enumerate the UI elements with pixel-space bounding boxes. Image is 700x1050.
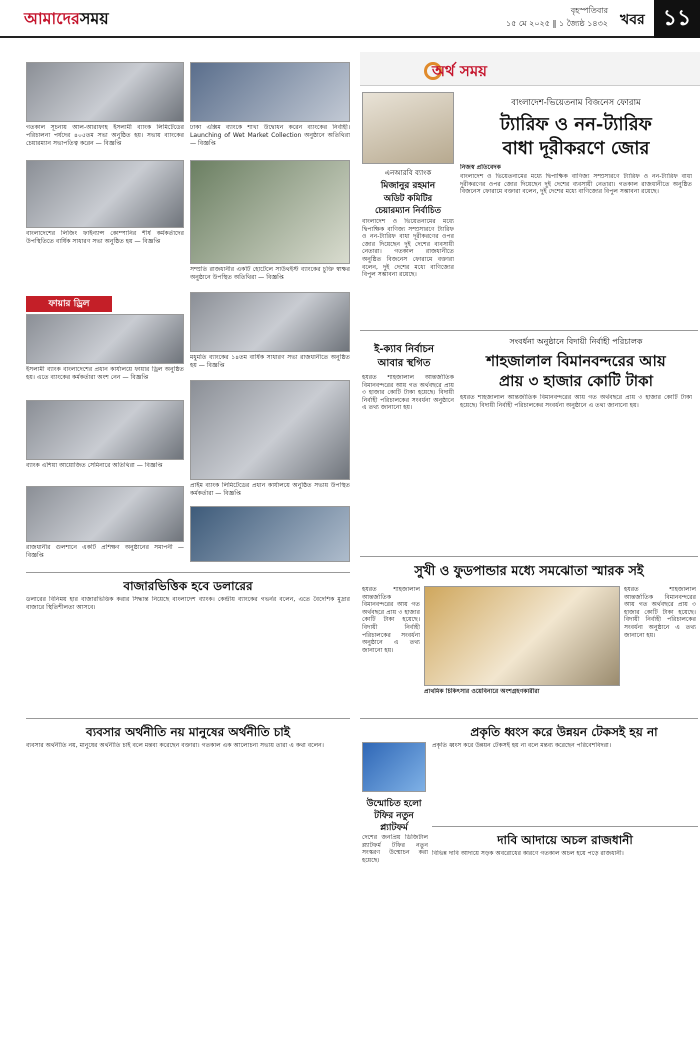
artho-band <box>360 52 700 86</box>
demand-body: বিভিন্ন দাবি আদায়ে সড়ক অবরোধের কারণে গতকাল অচল হয়ে পড়ে রাজধানী। <box>432 850 624 857</box>
photo-7 <box>190 292 350 352</box>
divider-market <box>26 572 350 573</box>
nature-body: প্রকৃতি ধ্বংস করে উন্নয়ন টেকসই হয় না বলে মন্তব্য করেছেন পরিবেশবিদরা। <box>432 742 611 749</box>
sukhi-body-right: হযরত শাহজালাল আন্তর্জাতিক বিমানবন্দরের আয় গত অর্থবছরে প্রায় ৩ হাজার কোটি টাকা হয়েছে। বিদায়ী নির্বাহী পরিচালকের সংবর্ধনা অনুষ্ঠানে এ তথ্য জানানো হয়। <box>624 586 696 639</box>
sukhi-headline: সুখী ও ফুডপান্ডার মধ্যে সমঝোতা স্মারক সই <box>414 564 644 579</box>
caption-8: ব্যাংক এশিয়া আয়োজিত সেমিনারে অতিথিরা — বিজ্ঞপ্তি <box>26 462 163 469</box>
airport-kicker: সংবর্ধনা অনুষ্ঠানে বিদায়ী নির্বাহী পরিচালক <box>509 337 643 346</box>
page-number: ১১ <box>654 0 700 38</box>
bank-kicker: এনআরবি ব্যাংক <box>384 168 432 177</box>
ecab-body: হযরত শাহজালাল আন্তর্জাতিক বিমানবন্দরের আয় গত অর্থবছরে প্রায় ৩ হাজার কোটি টাকা হয়েছে। বিদায়ী নির্বাহী পরিচালকের সংবর্ধনা অনুষ্ঠানে এ তথ্য জানানো হয়। <box>362 374 454 412</box>
demand-headline: দাবি আদায়ে অচল রাজধানী <box>497 833 633 847</box>
caption-7: মধুমতি ব্যাংকের ১৪তম বার্ষিক সাধারণ সভা রাজধানীতে অনুষ্ঠিত হয় — বিজ্ঞপ্তি <box>190 354 350 369</box>
economy-headline: ব্যবসার অর্থনীতি নয় মানুষের অর্থনীতি চাই <box>86 725 290 739</box>
vietnam-byline: নিজস্ব প্রতিবেদক <box>460 164 501 171</box>
photo-10 <box>26 486 184 542</box>
toffee-headline-2: টফির নতুন <box>374 811 414 821</box>
photo-11 <box>190 506 350 562</box>
photo-3 <box>26 160 184 228</box>
caption-10: রাজধানীর গুলশানে একটি প্রশিক্ষণ অনুষ্ঠানের সমাপনী — বিজ্ঞপ্তি <box>26 544 184 559</box>
photo-6 <box>190 160 350 264</box>
nature-headline: প্রকৃতি ধ্বংস করে উন্নয়ন টেকসই হয় না <box>470 725 658 739</box>
brand-part2: সময় <box>79 9 109 28</box>
photo-4 <box>26 314 184 364</box>
economy-body: ব্যবসার অর্থনীতি নয়, মানুষের অর্থনীতি চাই বলে মন্তব্য করেছেন বক্তারা। গতকাল এক আলোচনা সভায় তারা এ কথা বলেন। <box>26 742 324 749</box>
toffee-body: দেশের জনপ্রিয় ডিজিটাল প্ল্যাটফর্ম টফির নতুন সংস্করণ উন্মোচন করা হয়েছে। <box>362 834 428 864</box>
brand-part1: আমাদের <box>24 9 80 28</box>
sukhi-photo <box>424 586 620 686</box>
ecab-title-1: ই-ক্যাব নির্বাচন <box>374 344 434 355</box>
issue-date: বৃহস্পতিবার ১৫ মে ২০২৫ ‖ ১ জ্যৈষ্ঠ ১৪৩২ <box>505 6 608 28</box>
photo-9 <box>190 380 350 480</box>
bank-body: বাংলাদেশ ও ভিয়েতনামের মধ্যে দ্বিপাক্ষিক বাণিজ্য সম্প্রসারণে ট্যারিফ ও নন-ট্যারিফ বাধা দূরীকরণের ওপর জোর দিয়েছেন দুই দেশের ব্যবসায়ী নেতারা। গতকাল রাজধানীতে অনুষ্ঠিত বিজনেস ফোরামে বক্তারা বলেন, দুই দেশের মধ্যে বাণিজ্যের বিপুল সম্ভাবনা রয়েছে। <box>362 218 454 279</box>
sukhi-body-left: হযরত শাহজালাল আন্তর্জাতিক বিমানবন্দরের আয় গত অর্থবছরে প্রায় ৩ হাজার কোটি টাকা হয়েছে। বিদায়ী নির্বাহী পরিচালকের সংবর্ধনা অনুষ্ঠানে এ তথ্য জানানো হয়। <box>362 586 420 654</box>
caption-2: ঢাকা এক্সিম ব্যাংকে শাখা উদ্বোধন করেন ব্যাংকের নির্বাহী। Launching of Wet Market Collection অনুষ্ঠানে অতিথিরা — বিজ্ঞপ্তি <box>190 124 350 147</box>
divider-demand <box>432 826 698 827</box>
artho-logo: অর্থ সময় <box>432 62 488 80</box>
airport-headline-1: শাহজালাল বিমানবন্দরের আয় <box>486 352 666 370</box>
toffee-photo <box>362 742 426 792</box>
vietnam-headline-1: ট্যারিফ ও নন-ট্যারিফ <box>500 114 652 135</box>
sukhi-caption: প্রাথমিক চিকিৎসার ওয়েবিনারে অংশগ্রহণকারীরা <box>424 688 540 695</box>
portrait-photo <box>362 92 454 164</box>
photo-2 <box>190 62 350 122</box>
airport-headline-2: প্রায় ৩ হাজার কোটি টাকা <box>498 372 654 390</box>
fire-drill-banner: ফায়ার ড্রিল <box>26 296 112 312</box>
vietnam-headline-2: বাধা দূরীকরণে জোর <box>502 138 650 159</box>
photo-8 <box>26 400 184 460</box>
divider-nature <box>360 718 698 719</box>
bank-role-2: চেয়ারম্যান নির্বাচিত <box>375 206 441 216</box>
brand-logo <box>24 6 109 33</box>
photo-1 <box>26 62 184 122</box>
toffee-headline-3: প্ল্যাটফর্ম <box>380 823 408 833</box>
divider-sukhi <box>360 556 698 557</box>
bank-person-name: মিজানুর রহমান <box>380 181 436 191</box>
market-headline: বাজারভিত্তিক হবে ডলারের <box>123 579 253 593</box>
vietnam-body: বাংলাদেশ ও ভিয়েতনামের মধ্যে দ্বিপাক্ষিক বাণিজ্য সম্প্রসারণে ট্যারিফ ও নন-ট্যারিফ বাধা দূরীকরণের ওপর জোর দিয়েছেন দুই দেশের ব্যবসায়ী নেতারা। গতকাল রাজধানীতে অনুষ্ঠিত বিজনেস ফোরামে বক্তারা বলেন, দুই দেশের মধ্যে বাণিজ্যের বিপুল সম্ভাবনা রয়েছে। <box>460 173 692 196</box>
divider-airport <box>360 330 698 331</box>
toffee-headline-1: উন্মোচিত হলো <box>366 799 422 809</box>
ecab-title-2: আবার স্থগিত <box>377 358 431 369</box>
vietnam-kicker: বাংলাদেশ-ভিয়েতনাম বিজনেস ফোরাম <box>511 98 641 108</box>
caption-1: গতকাল সূচনায় আল-আরাফাহ ইসলামী ব্যাংক লিমিটেডের পরিচালনা পর্ষদের ৪০৫তম সভা অনুষ্ঠিত হয়। সভায় ব্যাংকের চেয়ারম্যান সভাপতিত্ব করেন — বিজ্ঞপ্তি <box>26 124 184 147</box>
caption-4: ইসলামী ব্যাংক বাংলাদেশের প্রধান কার্যালয়ে ফায়ার ড্রিল অনুষ্ঠিত হয়। এতে ব্যাংকের কর্মকর্তারা অংশ নেন — বিজ্ঞপ্তি <box>26 366 184 381</box>
divider-economy <box>26 718 350 719</box>
section-title: খবর <box>620 12 645 28</box>
caption-9: প্রাইম ব্যাংক লিমিটেডের প্রধান কার্যালয়ে অনুষ্ঠিত সভায় উপস্থিত কর্মকর্তারা — বিজ্ঞপ্তি <box>190 482 350 497</box>
market-body: ডলারের বিনিময় হার বাজারভিত্তিক করার সিদ্ধান্ত নিয়েছে বাংলাদেশ ব্যাংক। কেন্দ্রীয় ব্যাংকের গভর্নর বলেন, এতে বৈদেশিক মুদ্রার বাজারে স্থিতিশীলতা আসবে। <box>26 596 350 611</box>
caption-6: সম্প্রতি রাজধানীর একটি হোটেলে সাউথইস্ট ব্যাংকের চুক্তি স্বাক্ষর অনুষ্ঠানে উপস্থিত অতিথিরা — বিজ্ঞপ্তি <box>190 266 350 281</box>
bank-role-1: অডিট কমিটির <box>383 194 433 204</box>
caption-3: বাংলাদেশের লিজিং ফাইন্যান্স কোম্পানির শীর্ষ কর্মকর্তাদের উপস্থিতিতে বার্ষিক সাধারণ সভা অনুষ্ঠিত হয় — বিজ্ঞপ্তি <box>26 230 184 245</box>
airport-body: হযরত শাহজালাল আন্তর্জাতিক বিমানবন্দরের আয় গত অর্থবছরে প্রায় ৩ হাজার কোটি টাকা হয়েছে। বিদায়ী নির্বাহী পরিচালকের সংবর্ধনা অনুষ্ঠানে এ তথ্য জানানো হয়। <box>460 394 692 409</box>
